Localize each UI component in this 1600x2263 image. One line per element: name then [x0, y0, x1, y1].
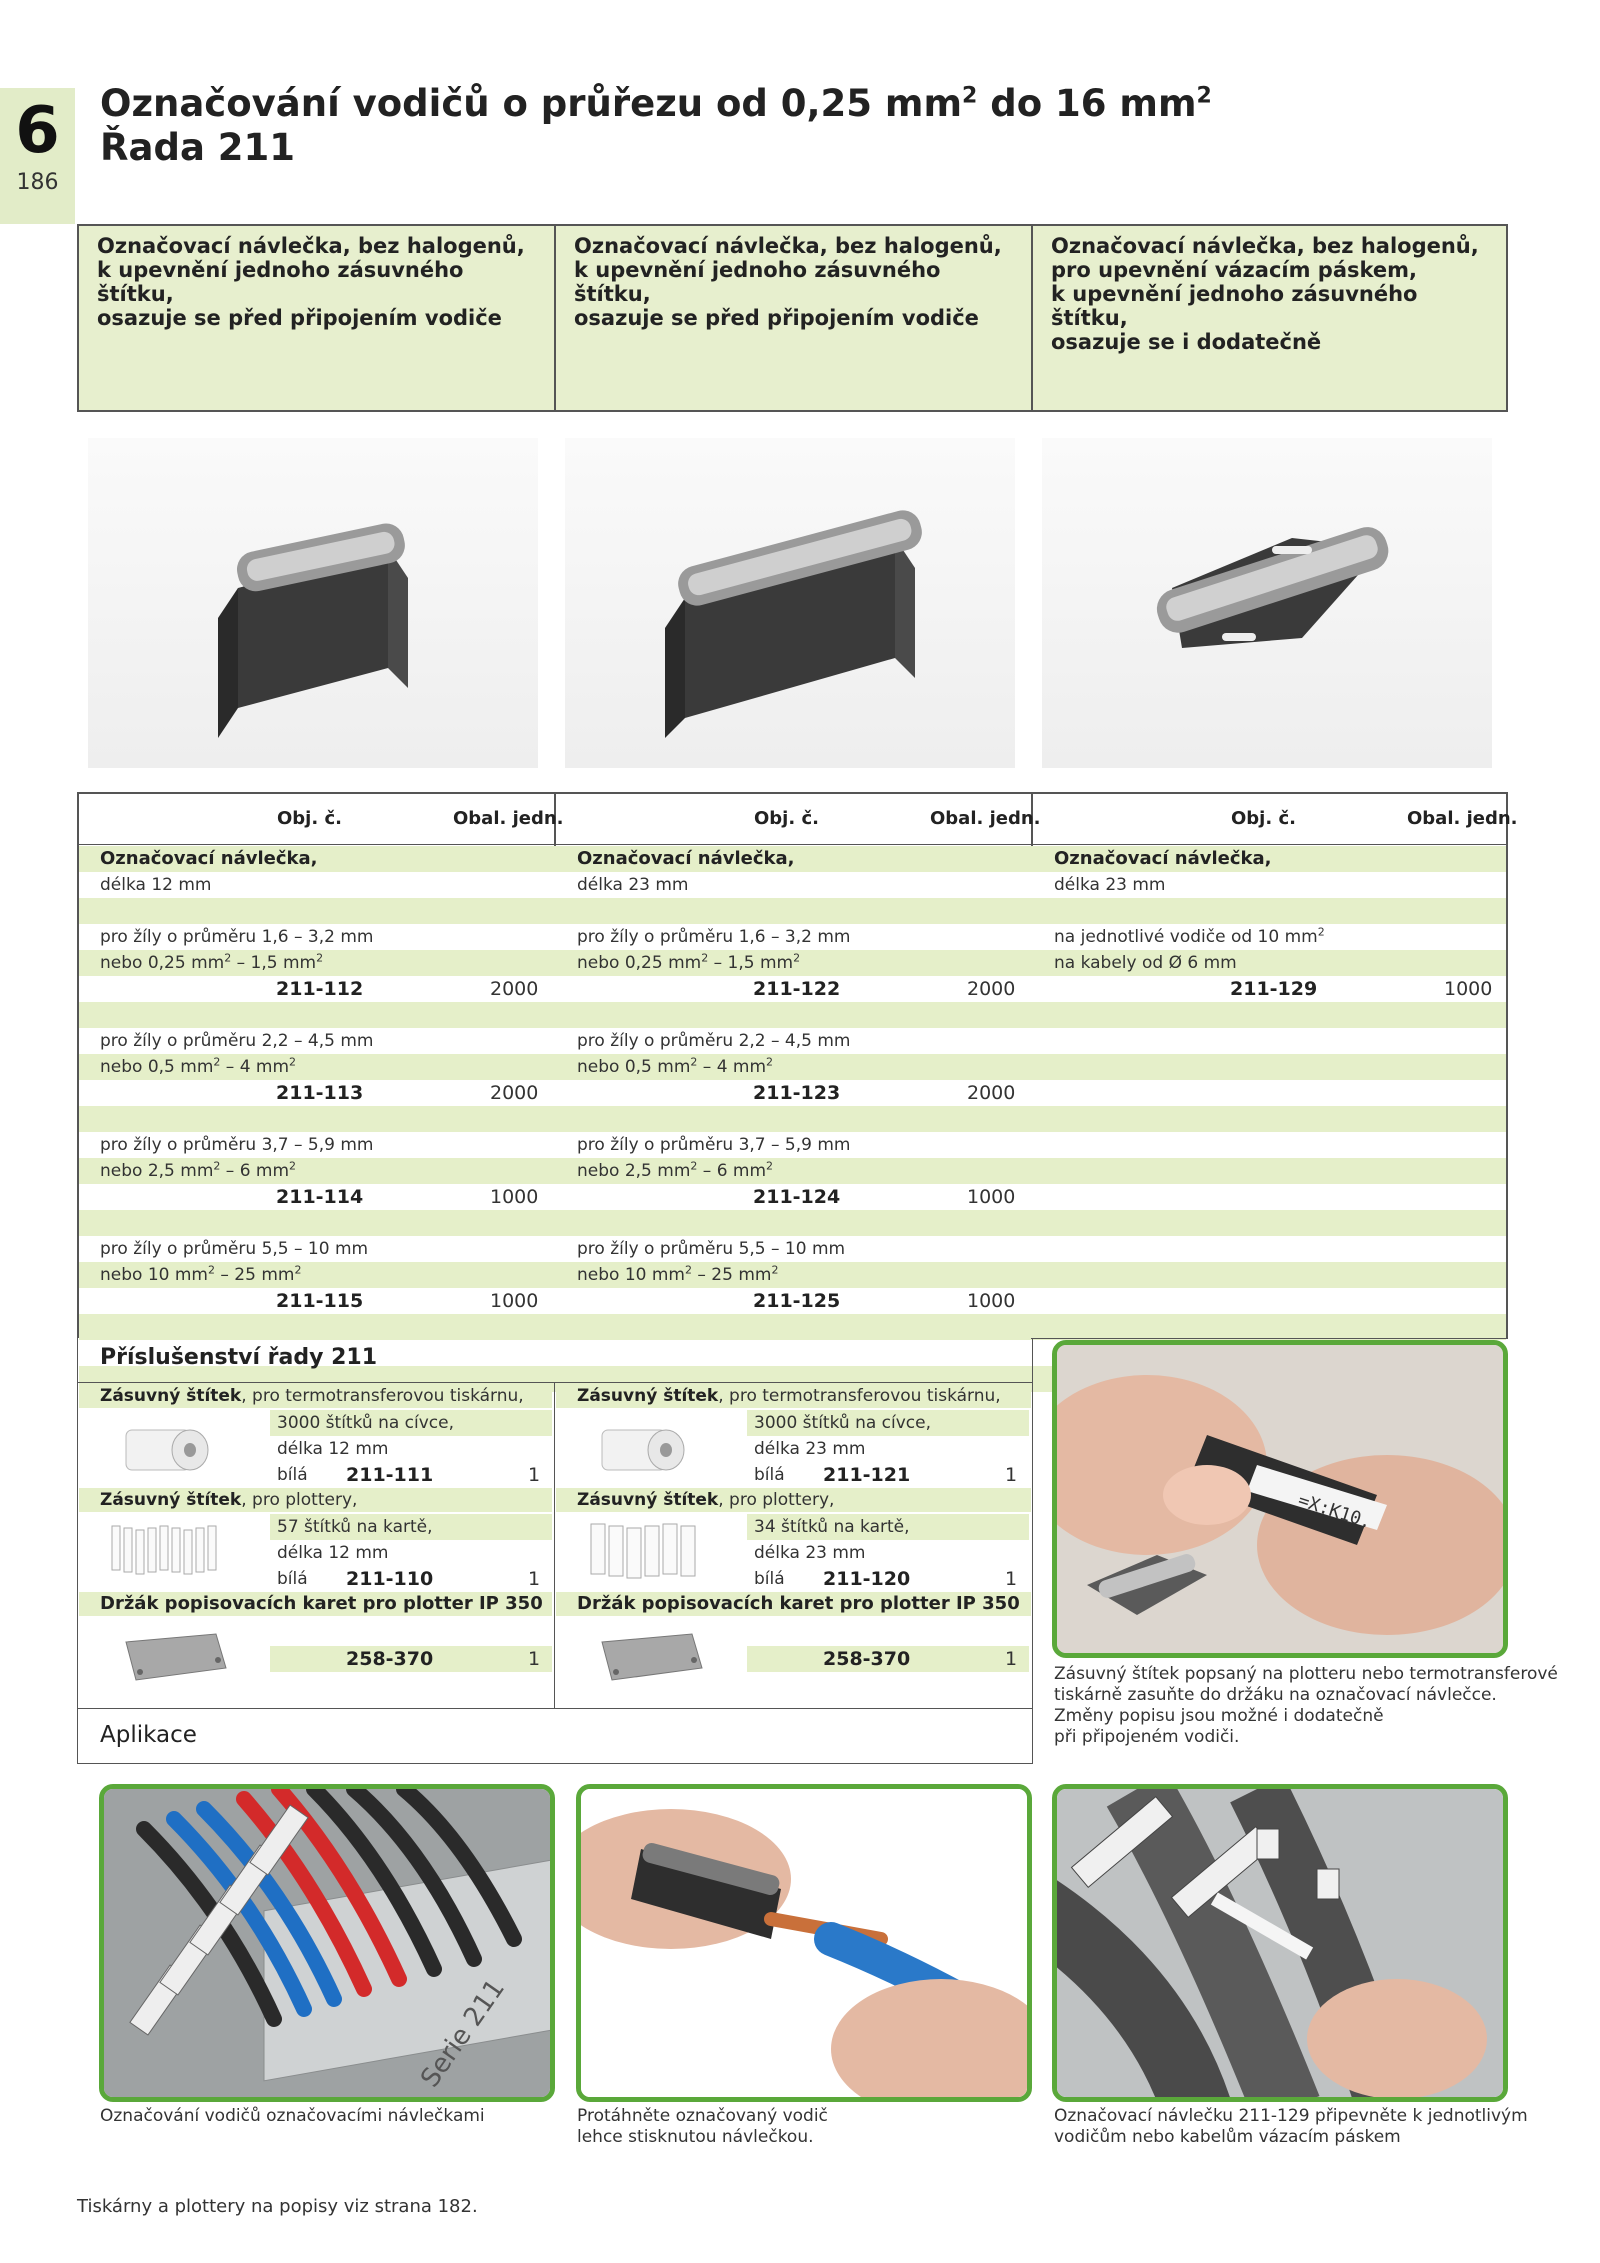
order-number: 211-114 [276, 1186, 364, 1208]
order-number: 211-121 [823, 1464, 911, 1486]
pack-unit: 1 [528, 1568, 541, 1590]
row-desc: pro žíly o průměru 3,7 – 5,9 mm [577, 1135, 851, 1155]
product-name: Označovací návlečka, [1054, 848, 1272, 869]
row-desc: nebo 10 $mm^2 - 25$ $mm^2$ [577, 1263, 779, 1285]
col-order-header: Obj. č. [277, 808, 342, 829]
row-desc: pro žíly o průměru 5,5 – 10 mm [577, 1239, 846, 1259]
acc-detail: 3000 štítků na cívce, [754, 1413, 932, 1433]
application-photo-3 [1052, 1784, 1508, 2102]
application-photo-1 [99, 1784, 555, 2102]
pack-unit: 1000 [490, 1186, 539, 1208]
product-name: Označovací návlečka, [577, 848, 795, 869]
application-title: Aplikace [100, 1722, 197, 1748]
row-desc: pro žíly o průměru 2,2 – 4,5 mm [100, 1031, 374, 1051]
insert-label-photo [1052, 1340, 1508, 1658]
page-title: Označování vodičů o průřezu od 0,25 $mm^2$ do 16 $mm^2$ Řada 211 [100, 82, 1212, 169]
product-photo-1 [88, 438, 538, 768]
pack-unit: 1000 [490, 1290, 539, 1312]
table-bottom-line [1031, 1338, 1508, 1339]
order-number: 211-110 [346, 1568, 434, 1590]
acc-title: Držák popisovacích karet pro plotter IP 350 [577, 1593, 1020, 1614]
application-caption-1: Označování vodičů označovacími návlečkami [100, 2106, 485, 2126]
divider [77, 1382, 1033, 1383]
pack-unit: 1000 [967, 1186, 1016, 1208]
label-roll-image [596, 1412, 692, 1484]
acc-color: bílá [277, 1569, 308, 1589]
row-desc: nebo 0,25 $mm^2 - 1,5$ $mm^2$ [100, 951, 324, 973]
label-roll-image [120, 1412, 216, 1484]
order-number: 211-112 [276, 978, 364, 1000]
acc-title: Zásuvný štítek, pro termotransferovou tiskárnu, [577, 1386, 1001, 1406]
acc-title: Zásuvný štítek, pro plottery, [577, 1490, 835, 1510]
accessories-title: Příslušenství řady 211 [100, 1345, 378, 1370]
pack-unit: 2000 [490, 978, 539, 1000]
table-top-line [77, 792, 1508, 794]
row-desc: nebo 2,5 $mm^2 - 6$ $mm^2$ [100, 1159, 297, 1181]
row-desc: pro žíly o průměru 2,2 – 4,5 mm [577, 1031, 851, 1051]
row-desc: pro žíly o průměru 1,6 – 3,2 mm [100, 927, 374, 947]
pack-unit: 1 [1005, 1648, 1018, 1670]
pack-unit: 1000 [1444, 978, 1493, 1000]
chapter-number: 6 [15, 94, 60, 168]
pack-unit: 2000 [967, 1082, 1016, 1104]
pack-unit: 1000 [967, 1290, 1016, 1312]
row-desc: pro žíly o průměru 3,7 – 5,9 mm [100, 1135, 374, 1155]
order-number: 211-125 [753, 1290, 841, 1312]
label-card-image [108, 1516, 228, 1584]
row-desc: nebo 0,5 $mm^2 - 4$ $mm^2$ [100, 1055, 297, 1077]
order-number: 211-123 [753, 1082, 841, 1104]
col-pack-header: Obal. jedn. [930, 808, 1041, 829]
divider [1506, 792, 1508, 1338]
row-desc: pro žíly o průměru 1,6 – 3,2 mm [577, 927, 851, 947]
pack-unit: 1 [1005, 1464, 1018, 1486]
order-number: 211-115 [276, 1290, 364, 1312]
label-card-image [585, 1516, 705, 1584]
header-col-2: Označovací návlečka, bez halogenů, k upevnění jednoho zásuvného štítku, osazuje se před připojením vodiče [574, 234, 1002, 330]
header-col-1: Označovací návlečka, bez halogenů, k upevnění jednoho zásuvného štítku, osazuje se před připojením vodiče [97, 234, 525, 330]
table-header-line [77, 844, 1508, 845]
pack-unit: 2000 [967, 978, 1016, 1000]
product-name: Označovací návlečka, [100, 848, 318, 869]
row-desc: pro žíly o průměru 5,5 – 10 mm [100, 1239, 369, 1259]
acc-detail: délka 12 mm [277, 1439, 389, 1459]
order-number: 258-370 [346, 1648, 434, 1670]
svg-text:Serie 211: Serie 211 [415, 1973, 512, 2094]
acc-title: Držák popisovacích karet pro plotter IP 350 [100, 1593, 543, 1614]
acc-detail: délka 23 mm [754, 1543, 866, 1563]
pack-unit: 1 [1005, 1568, 1018, 1590]
row-desc: nebo 0,5 $mm^2 - 4$ $mm^2$ [577, 1055, 774, 1077]
header-col-3: Označovací návlečka, bez halogenů, pro upevnění vázacím páskem, k upevnění jednoho zásuvného štítku, osazuje se i dodatečně [1051, 234, 1479, 354]
pack-unit: 1 [528, 1464, 541, 1486]
col-pack-header: Obal. jedn. [1407, 808, 1518, 829]
pack-unit: 2000 [490, 1082, 539, 1104]
row-desc: na kabely od Ø 6 mm [1054, 953, 1237, 973]
row-desc: nebo 10 $mm^2 - 25$ $mm^2$ [100, 1263, 302, 1285]
divider [77, 1708, 1033, 1709]
order-number: 211-129 [1230, 978, 1318, 1000]
row-desc: nebo 2,5 $mm^2 - 6$ $mm^2$ [577, 1159, 774, 1181]
col-pack-header: Obal. jedn. [453, 808, 564, 829]
acc-detail: délka 23 mm [754, 1439, 866, 1459]
svg-text:=X:K10.: =X:K10. [1295, 1489, 1375, 1534]
application-caption-3: Označovací návlečku 211-129 připevněte k jednotlivým vodičům nebo kabelům vázacím páskem [1054, 2106, 1528, 2147]
acc-color: bílá [754, 1569, 785, 1589]
acc-title: Zásuvný štítek, pro termotransferovou tiskárnu, [100, 1386, 524, 1406]
footer-note: Tiskárny a plottery na popisy viz strana 182. [77, 2196, 478, 2217]
holder-image [596, 1628, 706, 1688]
product-photo-3 [1042, 438, 1492, 768]
acc-color: bílá [277, 1465, 308, 1485]
order-number: 211-124 [753, 1186, 841, 1208]
application-caption-2: Protáhněte označovaný vodič lehce stisknutou návlečkou. [577, 2106, 828, 2147]
application-photo-2 [576, 1784, 1032, 2102]
order-number: 211-120 [823, 1568, 911, 1590]
product-length: délka 23 mm [577, 875, 689, 895]
acc-detail: 34 štítků na kartě, [754, 1517, 910, 1537]
acc-title: Zásuvný štítek, pro plottery, [100, 1490, 358, 1510]
order-number: 211-113 [276, 1082, 364, 1104]
col-order-header: Obj. č. [754, 808, 819, 829]
insert-label-caption: Zásuvný štítek popsaný na plotteru nebo termotransferové tiskárně zasuňte do držáku na označovací návlečce. Změny popisu jsou možné i dodatečně při připojeném vodiči. [1054, 1664, 1558, 1747]
acc-detail: 3000 štítků na cívce, [277, 1413, 455, 1433]
order-number: 211-122 [753, 978, 841, 1000]
order-number: 211-111 [346, 1464, 434, 1486]
pack-unit: 1 [528, 1648, 541, 1670]
product-length: délka 23 mm [1054, 875, 1166, 895]
order-number: 258-370 [823, 1648, 911, 1670]
product-photo-2 [565, 438, 1015, 768]
row-desc: na jednotlivé vodiče od 10 $mm^2$ [1054, 925, 1325, 947]
page-number: 186 [16, 170, 59, 195]
holder-image [120, 1628, 230, 1688]
acc-detail: 57 štítků na kartě, [277, 1517, 433, 1537]
col-order-header: Obj. č. [1231, 808, 1296, 829]
acc-color: bílá [754, 1465, 785, 1485]
product-length: délka 12 mm [100, 875, 212, 895]
row-desc: nebo 0,25 $mm^2 - 1,5$ $mm^2$ [577, 951, 801, 973]
acc-detail: délka 12 mm [277, 1543, 389, 1563]
divider [554, 1382, 555, 1708]
